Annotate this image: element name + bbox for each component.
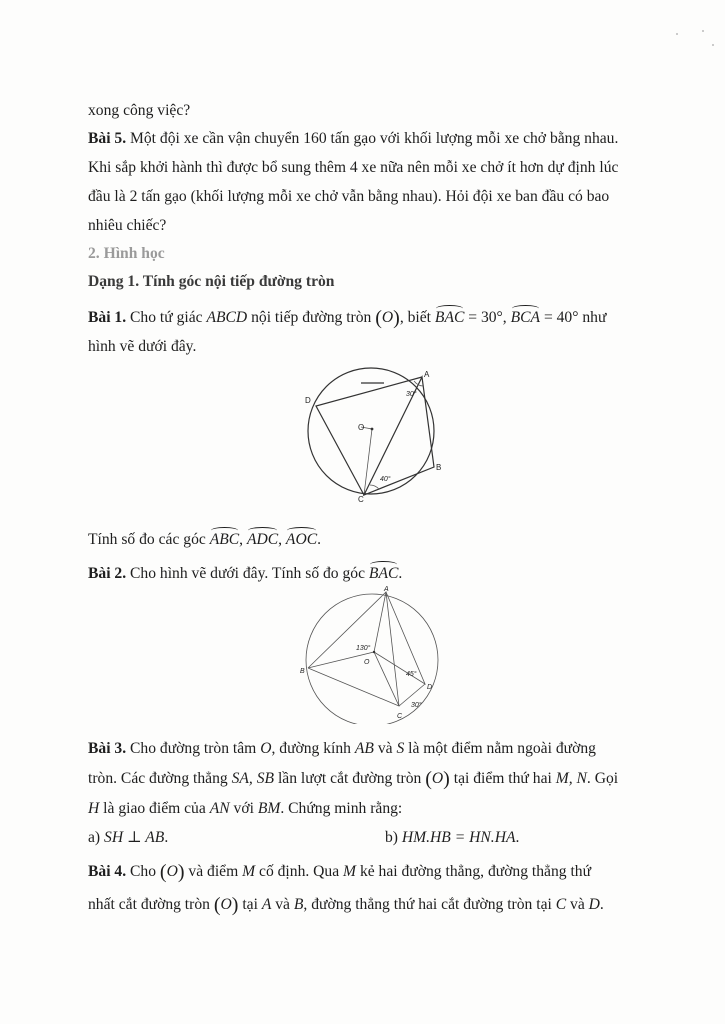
center-dot [371, 428, 374, 431]
label-angle-c: 40° [380, 476, 391, 483]
section-heading: 2. Hình học [88, 245, 165, 262]
angle-c-arc [370, 485, 379, 489]
triangle-abc [308, 592, 399, 706]
label-a: A [424, 370, 430, 379]
label-o: O [358, 423, 365, 432]
bai4-line1: Bài 4. Cho (O) và điểm M cố định. Qua M kẻ hai đường thẳng, đường thẳng thứ [88, 861, 592, 883]
label-a: A [384, 586, 389, 593]
label-d: D [427, 684, 433, 691]
center-dot [373, 651, 375, 653]
bai3-line3: H là giao điểm của AN với BM. Chứng minh rằng: [88, 800, 403, 817]
bai5-label: Bài 5. [88, 130, 127, 147]
bai1-line1: Bài 1. Cho tứ giác ABCD nội tiếp đường tròn (O), biết BAC = 30°, BCA = 40° như [88, 304, 665, 328]
scan-speck [702, 30, 704, 32]
scan-speck [676, 33, 678, 35]
label-c: C [358, 495, 364, 504]
bai3-line1: Bài 3. Cho đường tròn tâm O, đường kính AB và S là một điểm nằm ngoài đường [88, 740, 596, 757]
scan-speck [712, 44, 714, 46]
part-b: b) HM.HB = HN.HA. [385, 829, 520, 846]
bai1-figure [300, 364, 450, 506]
label-c: C [397, 713, 403, 720]
bai1-question: Tính số đo các góc ABC, ADC, AOC. [88, 526, 665, 550]
bai2-figure [296, 584, 446, 724]
label-b: B [436, 463, 442, 472]
label-d: D [305, 396, 311, 405]
radius-lines [308, 652, 399, 706]
intro-tail: xong công việc? [88, 102, 191, 119]
bai3-label: Bài 3. [88, 740, 127, 757]
part-a: a) SH ⊥ AB. [88, 829, 169, 846]
bai2-line1: Bài 2. Cho hình vẽ dưới đây. Tính số đo góc BAC. [88, 560, 665, 584]
bai5-line4: nhiêu chiếc? [88, 217, 167, 234]
label-b: B [300, 668, 305, 675]
bai5-line2: Khi sắp khởi hành thì được bổ sung thêm 4 xe nữa nên mỗi xe chở ít hơn dự định lúc [88, 159, 619, 176]
bai3-line2: tròn. Các đường thẳng SA, SB lần lượt cắt đường tròn (O) tại điểm thứ hai M, N. Gọi [88, 768, 619, 790]
label-angle-d: 45° [406, 671, 417, 678]
bai1-label: Bài 1. [88, 309, 127, 326]
label-angle-o: 130° [356, 645, 371, 652]
label-angle-c: 30° [411, 702, 422, 709]
bai4-line2: nhất cắt đường tròn (O) tại A và B, đường thẳng thứ hai cắt đường tròn tại C và D. [88, 894, 604, 916]
bai5-line1: Bài 5. Một đội xe cần vận chuyển 160 tấn gạo với khối lượng mỗi xe chở bằng nhau. [88, 130, 619, 147]
bai3-parts [88, 828, 665, 848]
bai2-label: Bài 2. [88, 565, 127, 582]
label-angle-a: 30° [406, 391, 417, 398]
triangle-abc [364, 377, 434, 495]
dang1-heading: Dạng 1. Tính góc nội tiếp đường tròn [88, 273, 335, 290]
bai4-label: Bài 4. [88, 863, 127, 880]
label-o: O [364, 659, 370, 666]
bai1-line2: hình vẽ dưới đây. [88, 338, 197, 355]
bai5-line3: đầu là 2 tấn gạo (khối lượng mỗi xe chở vẫn bằng nhau). Hỏi đội xe ban đầu có bao [88, 188, 610, 205]
lines-ad [374, 592, 425, 684]
